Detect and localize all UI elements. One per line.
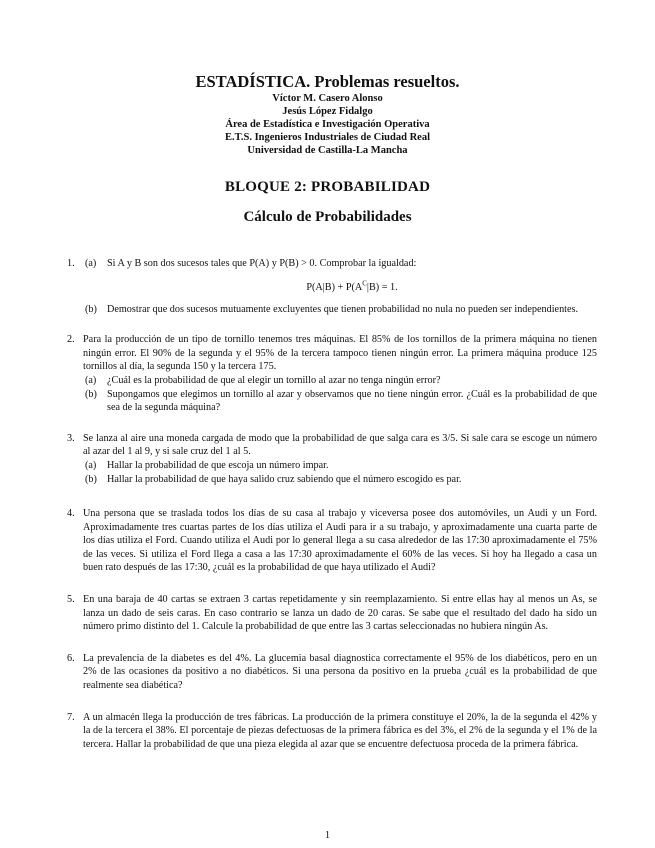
affiliation-line: Universidad de Castilla-La Mancha bbox=[247, 145, 408, 156]
problem-number: 2. bbox=[67, 334, 75, 346]
superscript: C bbox=[362, 279, 367, 288]
formula bbox=[107, 278, 597, 295]
problem-number: 6. bbox=[67, 652, 75, 664]
author-line: Víctor M. Casero Alonso bbox=[272, 93, 383, 104]
part-label: (b) bbox=[85, 388, 97, 400]
problem-item bbox=[67, 593, 597, 634]
part-label: (a) bbox=[85, 258, 97, 269]
problem-part bbox=[83, 303, 597, 317]
problem-part bbox=[83, 257, 597, 295]
problem-text: Se lanza al aire una moneda cargada de modo que la probabilidad de que salga cara es 3/5. Si sale cara se escoge un número al azar del 1 al 9, y si sale cruz del 1 al 5. bbox=[83, 432, 597, 458]
problem-text: A un almacén llega la producción de tres fábricas. La producción de la primera constituye el 20%, la de la segunda el 42% y la de la tercera el 38%. El porcentaje de piezas defectuosas de la primera fábrica es del 3%, el 2% de la segunda y el 1% de la tercera. Hallar la probabilidad de que una pieza elegida al azar que se encuentre defectuosa proceda de la primera fábrica. bbox=[83, 711, 597, 750]
affiliation-line: Área de Estadística e Investigación Operativa bbox=[225, 119, 430, 130]
author-line: Jesús López Fidalgo bbox=[282, 106, 373, 117]
problem-number: 4. bbox=[67, 508, 75, 520]
formula-text: $P(A|B) + P(A^C|B) = 1$. bbox=[306, 279, 398, 293]
problem-item bbox=[67, 711, 597, 752]
problem-part bbox=[83, 473, 597, 487]
part-label: (b) bbox=[85, 303, 97, 315]
part-text: Si A y B son dos sucesos tales que P(A) y P(B) > 0. Comprobar la igualdad: bbox=[107, 258, 417, 269]
problem-number: 1. bbox=[67, 258, 75, 269]
problem-text: Una persona que se traslada todos los días de su casa al trabajo y viceversa posee dos automóviles, un Audi y un Ford. Aproximadamente tres cuartas partes de los días utiliza el Audi para ir a su trabajo, y aproximadamente una cuarta parte de los días utiliza el Ford. Cuando utiliza el Audi por lo general llega a su casa alrededor de las 17:30 aproximadamente el 75% de las veces. Si utiliza el Ford llega a casa a las 17:30 aproximadamente el 60% de las veces. Si hoy ha llegado a casa un buen rato después de las 17:30, ¿cuál es la probabilidad de que haya utilizado el Audi? bbox=[83, 508, 597, 574]
problem-text: Para la producción de un tipo de tornillo tenemos tres máquinas. El 85% de los tornillos de la primera máquina no tienen ningún error. El 90% de la segunda y el 95% de la tercera tampoco tienen ningún error. La primera máquina produce 125 tornillos al día, la segunda 150 y la tercera 175. bbox=[83, 334, 597, 373]
problem-item bbox=[67, 257, 597, 316]
problem-part bbox=[83, 388, 597, 415]
problem-part bbox=[83, 459, 597, 473]
problem-number: 3. bbox=[67, 432, 75, 444]
problem-text: La prevalencia de la diabetes es del 4%. La glucemia basal diagnostica correctamente el 95% de los diabéticos, pero en un 2% de las ocasiones da positivo a no diabéticos. Si una persona da positivo en la prueba ¿cuál es la probabilidad de que realmente sea diabética? bbox=[83, 652, 597, 692]
part-text: Demostrar que dos sucesos mutuamente excluyentes que tienen probabilidad no nula no pueden ser independientes. bbox=[107, 303, 579, 315]
part-label: (a) bbox=[85, 374, 97, 386]
problem-number: 5. bbox=[67, 594, 75, 606]
document-header bbox=[0, 72, 655, 157]
problem-item bbox=[67, 652, 597, 693]
part-text: Supongamos que elegimos un tornillo al azar y observamos que no tiene ningún error. ¿Cuál es la probabilidad de que sea de la segunda máquina? bbox=[107, 388, 597, 414]
page-number: 1 bbox=[324, 830, 331, 841]
problem-list bbox=[67, 257, 597, 751]
part-text: Hallar la probabilidad de que haya salido cruz sabiendo que el número escogido es par. bbox=[107, 473, 462, 485]
problem-item bbox=[67, 507, 597, 575]
affiliation-line: E.T.S. Ingenieros Industriales de Ciudad Real bbox=[225, 132, 430, 143]
part-text: ¿Cuál es la probabilidad de que al elegir un tornillo al azar no tenga ningún error? bbox=[107, 374, 441, 386]
section-title: Cálculo de Probabilidades bbox=[243, 209, 412, 225]
problem-number: 7. bbox=[67, 711, 75, 723]
document-title: ESTADÍSTICA. Problemas resueltos. bbox=[195, 72, 460, 91]
problem-item bbox=[67, 333, 597, 415]
part-label: (b) bbox=[85, 473, 97, 485]
problem-part bbox=[83, 374, 597, 388]
block-title: BLOQUE 2: PROBABILIDAD bbox=[224, 179, 431, 195]
problem-text: En una baraja de 40 cartas se extraen 3 cartas repetidamente y sin reemplazamiento. Si entre ellas hay al menos un As, se lanza un dado de seis caras. En caso contrario se lanza un dado de 20 caras. Se sabe que el resultado del dado ha sido un número primo distinto del 1. Calcule la probabilidad de que entre las 3 cartas seleccionadas no hubiera ningún As. bbox=[83, 594, 597, 633]
part-label: (a) bbox=[85, 459, 97, 471]
part-text: Hallar la probabilidad de que escoja un número impar. bbox=[107, 459, 329, 471]
problem-item bbox=[67, 432, 597, 486]
